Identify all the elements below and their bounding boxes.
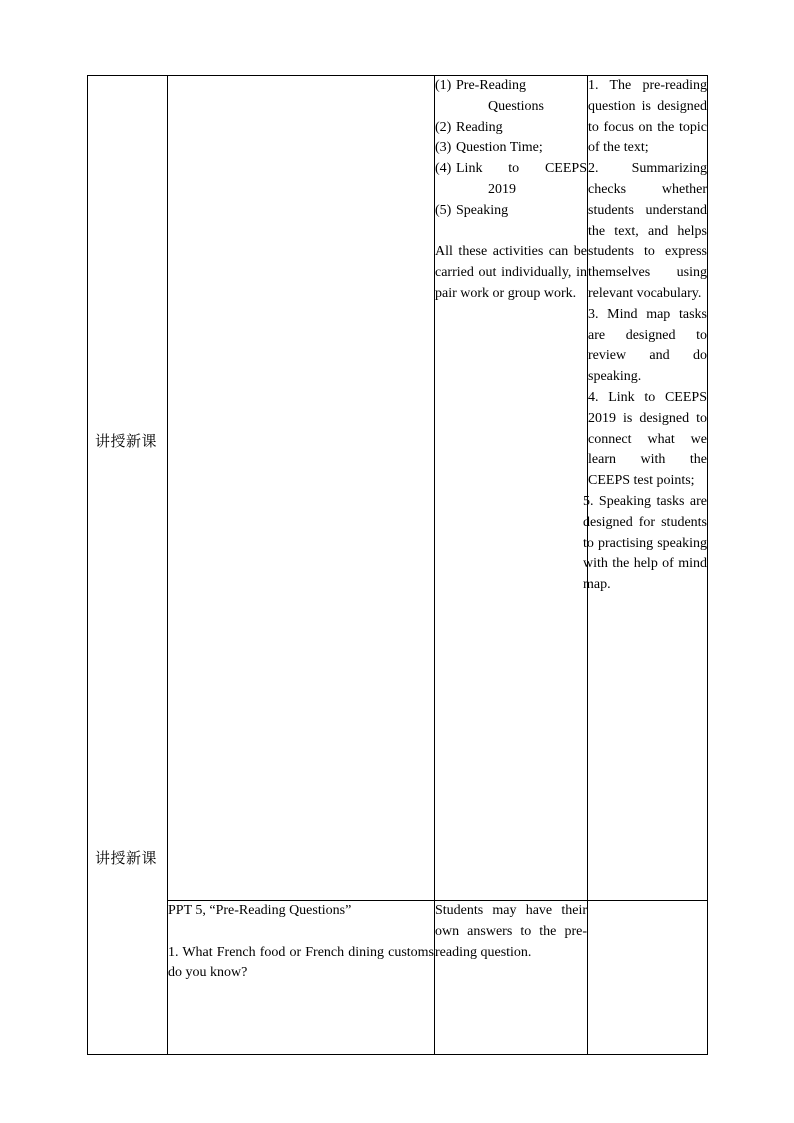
ppt-title: PPT 5, “Pre-Reading Questions” [168, 903, 352, 918]
purpose-item: 1. The pre-reading question is designed to focus on the topic of the text; [588, 78, 707, 156]
list-item: (2) Reading [435, 119, 503, 135]
lesson-plan-table [87, 75, 708, 1055]
section-cell [88, 76, 168, 1055]
student-response: Students may have their own answers to the pre-reading question. [435, 903, 587, 960]
list-item: (3) Question Time; [435, 140, 543, 156]
ppt-cell [168, 901, 435, 1055]
purpose-item: 5. Speaking tasks are designed for students to practising speaking with the help of mind map. [583, 493, 707, 593]
list-item: (1) Pre-Reading Questions [435, 78, 544, 114]
empty-cell [588, 901, 708, 1055]
purpose-item: 2. Summarizing checks whether students understand the text, and helps students to express themselves using relevant vocabulary. [588, 161, 707, 301]
steps-list [435, 76, 587, 222]
student-response-cell [435, 901, 588, 1055]
purpose-item: 3. Mind map tasks are designed to review and do speaking. [588, 306, 707, 385]
list-item: (4) Link to CEEPS 2019 [435, 161, 587, 197]
pre-reading-question: 1. What French food or French dining customs do you know? [168, 944, 434, 981]
activities-note: All these activities can be carried out individually, in pair work or group work. [435, 244, 587, 301]
steps-cell [435, 76, 588, 901]
purposes-cell [583, 76, 708, 901]
section-label: 讲授新课 [95, 432, 158, 450]
list-item: (5) Speaking [435, 202, 509, 218]
purpose-item: 4. Link to CEEPS 2019 is designed to connect what we learn with the CEEPS test points; [588, 389, 707, 489]
content-cell-empty [168, 76, 435, 901]
table-row [88, 901, 708, 1055]
section-label-repeat: 讲授新课 [95, 849, 158, 867]
table-row [88, 76, 708, 901]
